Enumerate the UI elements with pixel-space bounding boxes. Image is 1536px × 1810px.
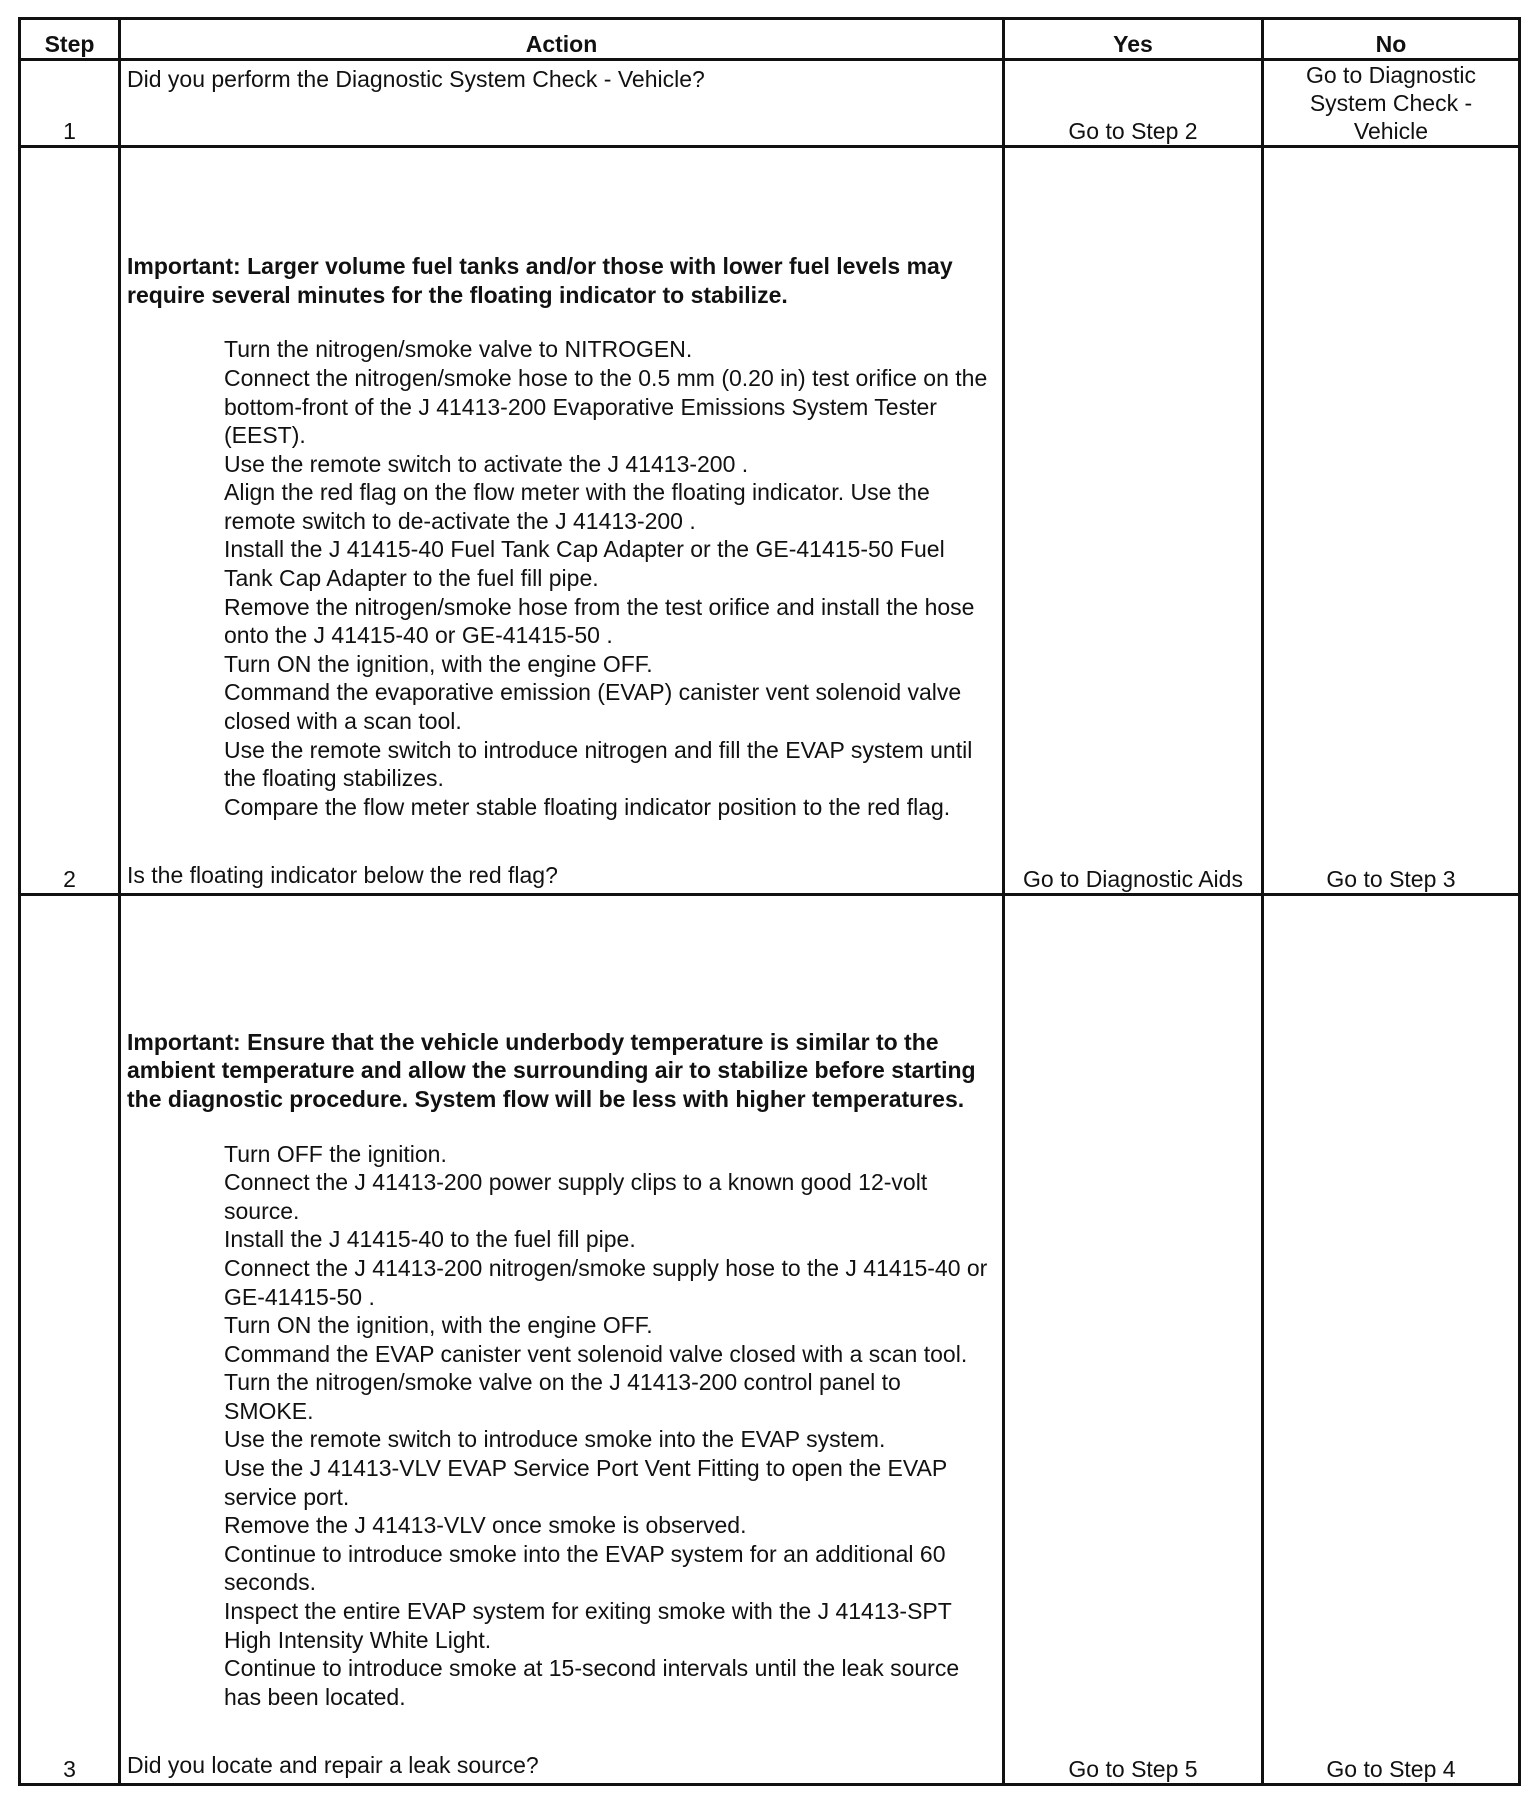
instruction-item: Align the red flag on the flow meter with the floating indicator. Use the remote switch to de-activate the J 41413-200 . — [224, 479, 930, 534]
instruction-item: Command the evaporative emission (EVAP) canister vent solenoid valve closed with a scan tool. — [224, 679, 962, 735]
instruction-item: Turn the nitrogen/smoke valve to NITROGEN. — [224, 336, 693, 363]
instruction-item: Use the J 41413-VLV EVAP Service Port Vent Fitting to open the EVAP service port. — [224, 1455, 947, 1510]
yes-outcome: Go to Diagnostic Aids — [1004, 147, 1263, 895]
instruction-item: Use the remote switch to introduce smoke into the EVAP system. — [224, 1426, 886, 1453]
instruction-item: Inspect the entire EVAP system for exiting smoke with the J 41413-SPT High Intensity White Light. — [224, 1598, 952, 1653]
action-question: Did you perform the Diagnostic System Check - Vehicle? — [127, 66, 705, 92]
diagnostic-table — [18, 17, 1521, 1786]
yes-outcome: Go to Step 2 — [1004, 60, 1263, 147]
instruction-item: Install the J 41415-40 to the fuel fill pipe. — [224, 1226, 636, 1253]
header-no: No — [1263, 19, 1520, 60]
header-row — [20, 19, 1520, 60]
table-row — [20, 895, 1520, 1785]
instruction-item: Connect the nitrogen/smoke hose to the 0.5 mm (0.20 in) test orifice on the bottom-front of the J 41413-200 Evaporative Emissions System Tester (EEST). — [224, 364, 988, 449]
instruction-item: Connect the J 41413-200 nitrogen/smoke supply hose to the J 41415-40 or GE-41415-50 . — [224, 1254, 988, 1310]
instruction-item: Remove the J 41413-VLV once smoke is observed. — [224, 1512, 747, 1539]
instruction-item: Turn OFF the ignition. — [224, 1140, 447, 1167]
instruction-item: Compare the flow meter stable floating indicator position to the red flag. — [224, 793, 951, 820]
header-yes: Yes — [1004, 19, 1263, 60]
action-question: Did you locate and repair a leak source? — [127, 1752, 539, 1779]
action-cell — [120, 60, 1004, 147]
important-note: Important: Larger volume fuel tanks and/or those with lower fuel levels may require several minutes for the floating indicator to stabilize. — [127, 253, 953, 308]
instruction-item: Remove the nitrogen/smoke hose from the test orifice and install the hose onto the J 41415-40 or GE-41415-50 . — [224, 593, 975, 649]
action-question: Is the floating indicator below the red flag? — [127, 862, 558, 889]
no-outcome: Go to Step 3 — [1263, 147, 1520, 895]
instruction-item: Command the EVAP canister vent solenoid valve closed with a scan tool. — [224, 1340, 968, 1367]
instruction-item: Install the J 41415-40 Fuel Tank Cap Adapter or the GE-41415-50 Fuel Tank Cap Adapter to the fuel fill pipe. — [224, 536, 945, 592]
important-note: Important: Ensure that the vehicle underbody temperature is similar to the ambient temperature and allow the surrounding air to stabilize before starting the diagnostic procedure. System flow will be less with higher temperatures. — [127, 1028, 976, 1112]
action-cell — [120, 895, 1004, 1785]
step-number: 2 — [20, 147, 120, 895]
step-number: 3 — [20, 895, 120, 1785]
header-step: Step — [20, 19, 120, 60]
instruction-item: Use the remote switch to activate the J 41413-200 . — [224, 450, 749, 477]
instruction-item: Continue to introduce smoke at 15-second intervals until the leak source has been located. — [224, 1655, 960, 1710]
no-outcome: Go to Step 4 — [1263, 895, 1520, 1785]
instruction-list — [121, 1140, 1002, 1712]
instruction-item: Turn ON the ignition, with the engine OFF. — [224, 650, 653, 677]
step-number: 1 — [20, 60, 120, 147]
header-action: Action — [120, 19, 1004, 60]
no-outcome — [1263, 60, 1520, 147]
instruction-item: Continue to introduce smoke into the EVAP system for an additional 60 seconds. — [224, 1540, 946, 1596]
instruction-list — [121, 335, 1002, 821]
instruction-item: Turn ON the ignition, with the engine OFF. — [224, 1312, 653, 1339]
table-row — [20, 60, 1520, 147]
yes-outcome: Go to Step 5 — [1004, 895, 1263, 1785]
no-outcome-text: Go to Diagnostic System Check - Vehicle — [1305, 62, 1477, 144]
table-row — [20, 147, 1520, 895]
instruction-item: Use the remote switch to introduce nitrogen and fill the EVAP system until the floating stabilizes. — [224, 736, 973, 792]
action-cell — [120, 147, 1004, 895]
instruction-item: Turn the nitrogen/smoke valve on the J 41413-200 control panel to SMOKE. — [224, 1369, 901, 1424]
instruction-item: Connect the J 41413-200 power supply clips to a known good 12-volt source. — [224, 1169, 928, 1224]
